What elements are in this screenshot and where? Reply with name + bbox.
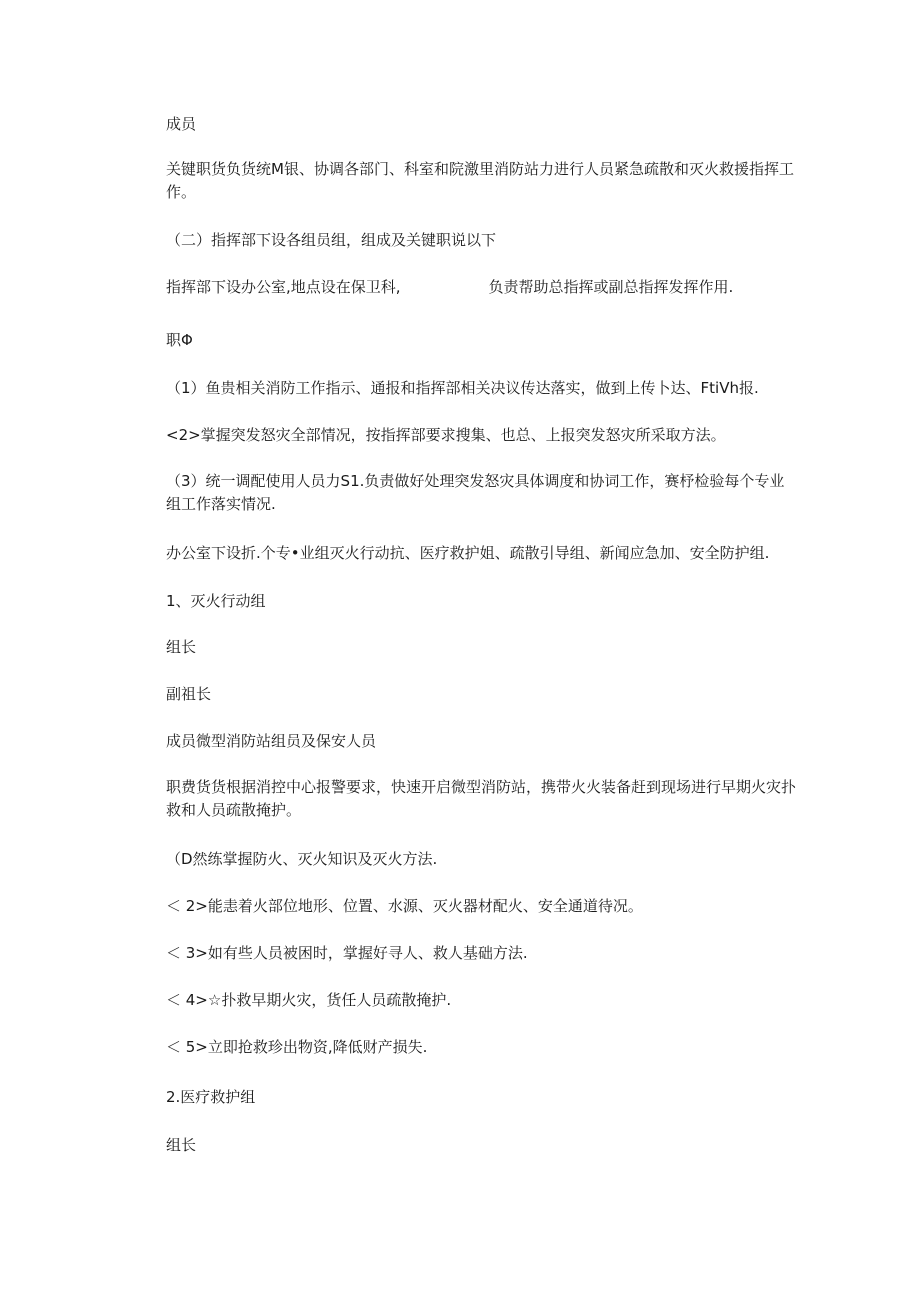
list-item: <2>掌握突发怒灾全部情况，按指挥部要求搜集、也总、上报突发怒灾所采取方法。 <box>166 426 726 444</box>
section-heading: 1、灭火行动组 <box>166 592 266 610</box>
text-line: 成员 <box>166 115 197 133</box>
text-segment: 负责帮助总指挥或副总指挥发挥作用. <box>488 278 734 296</box>
text-line: 组长 <box>166 1136 197 1154</box>
text-paragraph: 关键职货负货统M银、协调各部门、科室和院激里消防站力进行人员紧急疏散和灭火救援指挥工作。 <box>166 160 794 201</box>
list-item: ＜ 4>☆扑救早期火灾，货任人员疏散掩护. <box>166 991 452 1009</box>
section-heading: 2.医疗救护组 <box>166 1088 256 1106</box>
list-item: ＜ 3>如有些人员被困时，掌握好寻人、救人基础方法. <box>166 944 528 962</box>
text-line <box>166 277 796 297</box>
list-item: ＜ 5>立即抢救珍出物资,降低财产损失. <box>166 1038 428 1056</box>
text-line: 副祖长 <box>166 685 212 703</box>
text-line: 办公室下设折.个专•业组灭火行动抗、医疗救护姐、疏散引导组、新闻应急加、安全防护组. <box>166 544 770 562</box>
list-item: ＜ 2>能恚着火部位地形、位置、水源、灭火器材配火、安全通道待况。 <box>166 897 643 915</box>
text-line: 职Φ <box>166 331 193 349</box>
list-item: （D然练掌握防火、灭火知识及灭火方法. <box>166 850 438 868</box>
text-line: 成员微型消防站组员及保安人员 <box>166 732 377 750</box>
text-paragraph: 职费货货根据消控中心报警要求，快速开启微型消防站，携带火火装备赶到现场进行早期火灾扑救和人员疏散掩护。 <box>166 778 797 819</box>
text-line: 组长 <box>166 638 197 656</box>
list-item: （1）鱼贵相关消防工作指示、通报和指挥部相关决议传达落实，做到上传卜达、FtiVh报. <box>166 379 759 397</box>
section-heading: （二）指挥部下设各组员组，组成及关键职说以下 <box>166 231 497 249</box>
list-item: （3）统一调配使用人员力S1.负责做好处理突发怒灾具体调度和协词工作，赛杼检验每个专业组工作落实情况. <box>166 472 785 513</box>
text-segment: 指挥部下设办公室,地点设在保卫科, <box>166 278 401 296</box>
